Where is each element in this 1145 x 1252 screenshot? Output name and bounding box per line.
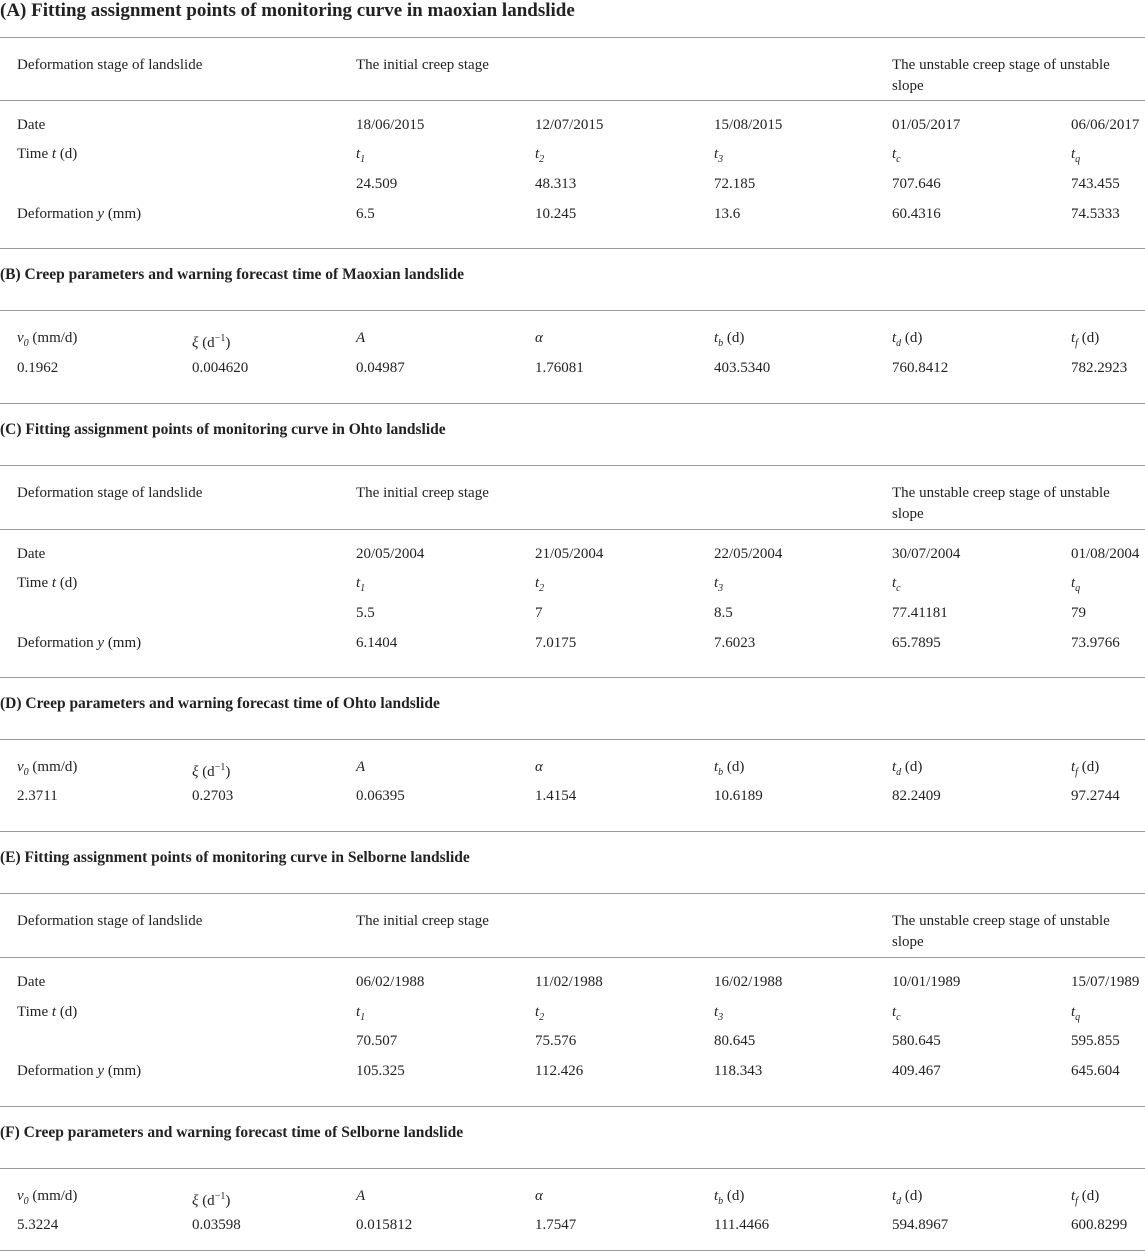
- divider: [0, 957, 1145, 958]
- section-d-title: (D) Creep parameters and warning forecast time of Ohto landslide: [0, 695, 440, 712]
- unstable-creep-header: The unstable creep stage of unstable slope: [892, 485, 1110, 522]
- param-header-alpha: α: [535, 330, 543, 346]
- deformation-value: 6.5: [356, 206, 375, 222]
- time-value: 707.646: [892, 176, 941, 192]
- date-cell: 06/06/2017: [1071, 117, 1140, 133]
- time-value: 72.185: [714, 176, 756, 192]
- divider: [0, 1106, 1145, 1107]
- time-value: 79: [1071, 605, 1086, 621]
- param-value: 760.8412: [892, 360, 949, 376]
- date-cell: 20/05/2004: [356, 546, 425, 562]
- param-header-tb: $t_b$ (d): [714, 759, 745, 778]
- divider: [0, 529, 1145, 530]
- param-header-v0: $v_0$ (mm/d): [17, 759, 78, 778]
- time-symbol: $t_1$: [356, 146, 366, 165]
- param-value: 10.6189: [714, 788, 763, 804]
- time-value: 77.41181: [892, 605, 948, 621]
- param-header-tb: $t_b$ (d): [714, 330, 745, 349]
- divider: [0, 465, 1145, 466]
- initial-creep-header: The initial creep stage: [356, 485, 489, 501]
- param-value: 403.5340: [714, 360, 771, 376]
- time-symbol: $t_c$: [892, 1004, 901, 1023]
- time-symbol: $t_q$: [1071, 1004, 1081, 1023]
- param-header-tf: $t_f$ (d): [1071, 330, 1100, 349]
- param-header-a: A: [356, 330, 366, 346]
- param-header-a: A: [356, 759, 366, 775]
- deformation-value: 13.6: [714, 206, 741, 222]
- time-value: 595.855: [1071, 1033, 1120, 1049]
- param-header-v0: $v_0$ (mm/d): [17, 1188, 78, 1207]
- param-value: 0.03598: [192, 1217, 241, 1233]
- time-value: 75.576: [535, 1033, 577, 1049]
- time-value: 580.645: [892, 1033, 941, 1049]
- section-f-title: (F) Creep parameters and warning forecast time of Selborne landslide: [0, 1124, 464, 1141]
- time-symbol: $t_c$: [892, 575, 901, 594]
- param-value: 0.1962: [17, 360, 59, 376]
- date-label: Date: [17, 117, 46, 133]
- time-label: Time t (d): [17, 575, 78, 591]
- deformation-value: 645.604: [1071, 1063, 1120, 1079]
- time-symbol: $t_1$: [356, 1004, 366, 1023]
- time-value: 70.507: [356, 1033, 398, 1049]
- time-value: 48.313: [535, 176, 577, 192]
- time-symbol: $t_3$: [714, 1004, 724, 1023]
- param-header-tb: $t_b$ (d): [714, 1188, 745, 1207]
- date-cell: 22/05/2004: [714, 546, 783, 562]
- param-value: 0.015812: [356, 1217, 413, 1233]
- date-cell: 15/07/1989: [1071, 974, 1140, 990]
- deformation-value: 7.6023: [714, 635, 756, 651]
- section-b-title: (B) Creep parameters and warning forecast time of Maoxian landslide: [0, 266, 464, 283]
- initial-creep-header: The initial creep stage: [356, 913, 489, 929]
- divider: [0, 37, 1145, 38]
- deformation-value: 74.5333: [1071, 206, 1120, 222]
- date-cell: 21/05/2004: [535, 546, 604, 562]
- param-value: 600.8299: [1071, 1217, 1128, 1233]
- time-value: 80.645: [714, 1033, 756, 1049]
- section-c-title: (C) Fitting assignment points of monitoring curve in Ohto landslide: [0, 421, 446, 438]
- param-value: 2.3711: [17, 788, 58, 804]
- stage-header: Deformation stage of landslide: [17, 485, 203, 501]
- divider: [0, 310, 1145, 311]
- param-value: 1.76081: [535, 360, 584, 376]
- deformation-value: 10.245: [535, 206, 577, 222]
- param-value: 97.2744: [1071, 788, 1120, 804]
- deformation-value: 65.7895: [892, 635, 941, 651]
- param-value: 0.2703: [192, 788, 234, 804]
- time-symbol: $t_q$: [1071, 575, 1081, 594]
- param-value: 0.06395: [356, 788, 405, 804]
- date-label: Date: [17, 974, 46, 990]
- param-header-a: A: [356, 1188, 366, 1204]
- deformation-value: 73.9766: [1071, 635, 1120, 651]
- param-value: 82.2409: [892, 788, 941, 804]
- param-header-xi: ξ $(d^{-1})$: [192, 333, 231, 351]
- unstable-creep-header: The unstable creep stage of unstable slope: [892, 57, 1110, 94]
- deformation-value: 105.325: [356, 1063, 405, 1079]
- time-symbol: $t_3$: [714, 575, 724, 594]
- date-cell: 30/07/2004: [892, 546, 961, 562]
- param-value: 1.7547: [535, 1217, 577, 1233]
- param-value: 594.8967: [892, 1217, 949, 1233]
- date-cell: 16/02/1988: [714, 974, 783, 990]
- param-value: 1.4154: [535, 788, 577, 804]
- divider: [0, 893, 1145, 894]
- param-header-alpha: α: [535, 759, 543, 775]
- deformation-label: Deformation y (mm): [17, 635, 142, 651]
- date-cell: 06/02/1988: [356, 974, 425, 990]
- date-cell: 18/06/2015: [356, 117, 425, 133]
- param-value: 782.2923: [1071, 360, 1128, 376]
- time-symbol: $t_3$: [714, 146, 724, 165]
- param-header-tf: $t_f$ (d): [1071, 1188, 1100, 1207]
- param-header-xi: ξ $(d^{-1})$: [192, 1191, 231, 1209]
- divider: [0, 739, 1145, 740]
- divider: [0, 831, 1145, 832]
- time-value: 24.509: [356, 176, 398, 192]
- time-symbol: $t_2$: [535, 146, 545, 165]
- deformation-value: 60.4316: [892, 206, 941, 222]
- stage-header: Deformation stage of landslide: [17, 57, 203, 73]
- date-cell: 01/08/2004: [1071, 546, 1140, 562]
- param-header-td: $t_d$ (d): [892, 1188, 923, 1207]
- param-value: 5.3224: [17, 1217, 59, 1233]
- initial-creep-header: The initial creep stage: [356, 57, 489, 73]
- date-cell: 15/08/2015: [714, 117, 783, 133]
- param-header-alpha: α: [535, 1188, 543, 1204]
- divider: [0, 403, 1145, 404]
- deformation-value: 409.467: [892, 1063, 941, 1079]
- date-cell: 11/02/1988: [535, 974, 603, 990]
- deformation-value: 118.343: [714, 1063, 763, 1079]
- divider: [0, 100, 1145, 101]
- param-value: 0.04987: [356, 360, 405, 376]
- time-value: 7: [535, 605, 543, 621]
- param-value: 111.4466: [714, 1217, 770, 1233]
- stage-header: Deformation stage of landslide: [17, 913, 203, 929]
- date-cell: 10/01/1989: [892, 974, 961, 990]
- param-header-td: $t_d$ (d): [892, 759, 923, 778]
- date-cell: 01/05/2017: [892, 117, 961, 133]
- param-header-v0: $v_0$ (mm/d): [17, 330, 78, 349]
- time-symbol: $t_2$: [535, 575, 545, 594]
- time-label: Time t (d): [17, 1004, 78, 1020]
- date-label: Date: [17, 546, 46, 562]
- deformation-value: 7.0175: [535, 635, 577, 651]
- time-value: 5.5: [356, 605, 375, 621]
- time-label: Time t (d): [17, 146, 78, 162]
- date-cell: 12/07/2015: [535, 117, 604, 133]
- param-header-xi: ξ $(d^{-1})$: [192, 762, 231, 780]
- param-value: 0.004620: [192, 360, 249, 376]
- divider: [0, 248, 1145, 249]
- param-header-td: $t_d$ (d): [892, 330, 923, 349]
- time-value: 743.455: [1071, 176, 1120, 192]
- deformation-value: 6.1404: [356, 635, 398, 651]
- unstable-creep-header: The unstable creep stage of unstable slope: [892, 913, 1110, 950]
- deformation-label: Deformation y (mm): [17, 1063, 142, 1079]
- time-symbol: $t_2$: [535, 1004, 545, 1023]
- deformation-label: Deformation y (mm): [17, 206, 142, 222]
- time-symbol: $t_1$: [356, 575, 366, 594]
- divider: [0, 1168, 1145, 1169]
- section-a-title: (A) Fitting assignment points of monitoring curve in maoxian landslide: [0, 0, 575, 21]
- time-value: 8.5: [714, 605, 733, 621]
- deformation-value: 112.426: [535, 1063, 584, 1079]
- param-header-tf: $t_f$ (d): [1071, 759, 1100, 778]
- divider: [0, 677, 1145, 678]
- divider: [0, 1250, 1145, 1251]
- time-symbol: $t_q$: [1071, 146, 1081, 165]
- section-e-title: (E) Fitting assignment points of monitoring curve in Selborne landslide: [0, 849, 470, 866]
- time-symbol: $t_c$: [892, 146, 901, 165]
